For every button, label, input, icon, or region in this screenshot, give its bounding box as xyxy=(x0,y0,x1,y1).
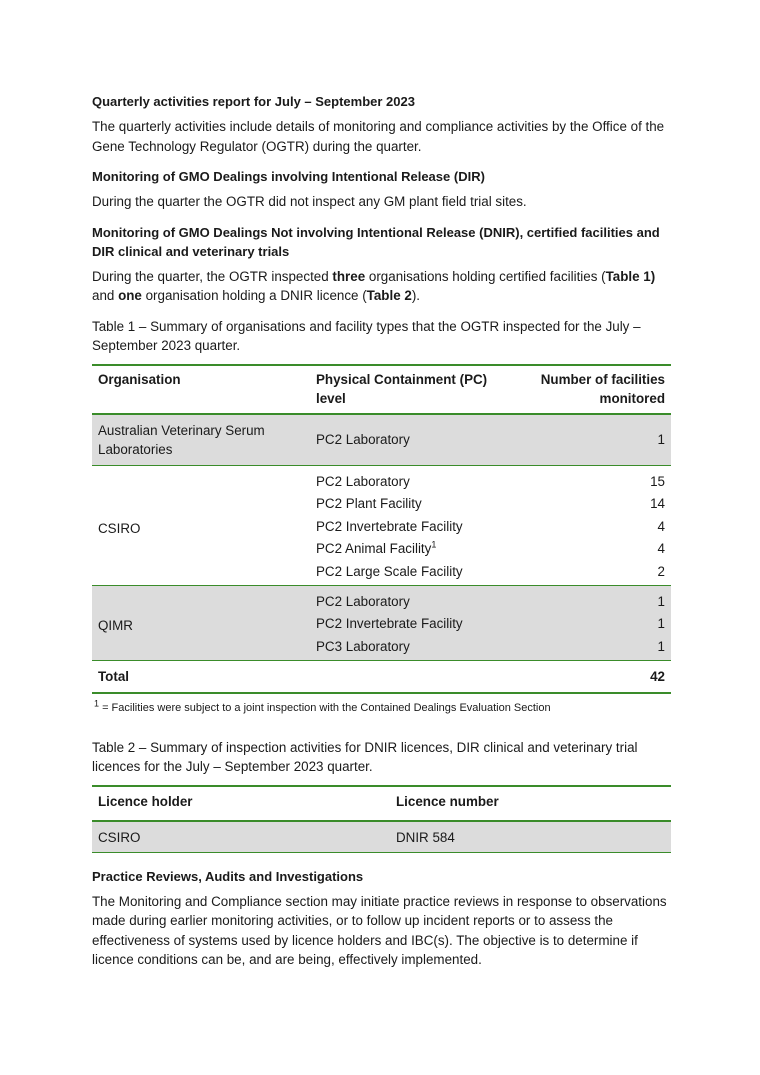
table-reference: Table 1) xyxy=(605,268,656,284)
count-cell: 4 xyxy=(657,518,665,534)
total-row xyxy=(92,660,671,693)
table-row xyxy=(92,465,671,491)
licence-holder-cell: CSIRO xyxy=(92,821,390,853)
header-licence-number: Licence number xyxy=(396,793,499,809)
pc-level-cell: PC2 Laboratory xyxy=(316,432,410,447)
pc-level-cell: PC2 Laboratory xyxy=(316,473,410,489)
text-emphasis: one xyxy=(118,288,142,303)
heading-practice-reviews: Practice Reviews, Audits and Investigations xyxy=(92,868,364,884)
count-cell: 1 xyxy=(657,638,665,654)
table-row xyxy=(92,414,671,466)
header-organisation: Organisation xyxy=(98,371,181,387)
count-cell: 14 xyxy=(650,496,665,511)
text-segment: organisation holding a DNIR licence ( xyxy=(141,288,367,303)
header-licence-holder: Licence holder xyxy=(98,793,193,809)
count-cell: 1 xyxy=(657,432,665,447)
pc-level-cell: PC3 Laboratory xyxy=(316,638,410,654)
organisation-cell: CSIRO xyxy=(98,520,141,536)
pc-level-cell: PC2 Plant Facility xyxy=(316,496,422,511)
text-segment: ). xyxy=(411,288,421,303)
header-pc-level: Physical Containment (PC) level xyxy=(316,371,488,406)
footnote-text: = Facilities were subject to a joint inspection with the Contained Dealings Evaluation Section xyxy=(99,701,551,714)
paragraph-quarterly-intro: The quarterly activities include details of monitoring and compliance activities by the Office of the Gene Technology Regulator (OGTR) during the quarter. xyxy=(92,119,665,154)
text-segment: During the quarter, the OGTR inspected xyxy=(92,268,333,284)
table1-group-qimr xyxy=(92,585,671,660)
pc-level-cell xyxy=(310,536,522,559)
organisation-cell: Australian Veterinary Serum Laboratories xyxy=(98,422,265,457)
pc-level-cell: PC2 Large Scale Facility xyxy=(316,563,463,579)
paragraph-dir-monitoring: During the quarter the OGTR did not inspect any GM plant field trial sites. xyxy=(92,194,527,209)
header-facility-count: Number of facilities monitored xyxy=(540,371,665,406)
pc-level-cell: PC2 Invertebrate Facility xyxy=(316,518,463,534)
text-emphasis: three xyxy=(332,268,366,284)
count-cell: 4 xyxy=(657,541,665,556)
table-row xyxy=(92,585,671,611)
table-reference: Table 2 xyxy=(366,288,412,303)
document-page xyxy=(92,92,670,981)
table1-total xyxy=(92,660,671,693)
heading-dir-monitoring: Monitoring of GMO Dealings involving Intentional Release (DIR) xyxy=(92,169,485,184)
text-segment: and xyxy=(92,288,119,303)
total-label: Total xyxy=(92,660,310,693)
table1-group-csiro xyxy=(92,465,671,585)
table1-header-row xyxy=(92,365,671,414)
table2-caption: Table 2 – Summary of inspection activities for DNIR licences, DIR clinical and veterinary trial licences for the July – September 2023 quarter. xyxy=(92,739,638,774)
organisation-cell: QIMR xyxy=(98,618,133,633)
heading-quarterly-report: Quarterly activities report for July – September 2023 xyxy=(92,94,415,109)
count-cell: 1 xyxy=(657,593,665,609)
paragraph-practice-reviews: The Monitoring and Compliance section may initiate practice reviews in response to observations made during earlier monitoring activities, or to follow up incident reports or to assess the effectiveness of systems used by licence holders and IBC(s). The objective is to determine if licence conditions can be, and are being, effectively implemented. xyxy=(92,893,667,967)
pc-level-text: PC2 Animal Facility xyxy=(316,541,432,556)
licence-number-cell: DNIR 584 xyxy=(390,821,671,853)
table-facilities xyxy=(92,364,671,694)
table-row xyxy=(92,821,671,853)
count-cell: 1 xyxy=(657,616,665,631)
paragraph-dnir-monitoring xyxy=(92,267,670,306)
footnote-marker: 1 xyxy=(94,697,100,708)
total-value: 42 xyxy=(522,660,671,693)
text-segment: organisations holding certified facilities ( xyxy=(365,268,606,284)
count-cell: 2 xyxy=(657,563,665,579)
pc-level-cell: PC2 Laboratory xyxy=(316,593,410,609)
table1-group-avsl xyxy=(92,414,671,466)
table1-caption: Table 1 – Summary of organisations and facility types that the OGTR inspected for the July – September 2023 quarter. xyxy=(92,318,641,353)
heading-dnir-monitoring: Monitoring of GMO Dealings Not involving Intentional Release (DNIR), certified facilities and DIR clinical and veterinary trials xyxy=(92,224,660,259)
table1-footnote xyxy=(94,697,670,716)
footnote-marker: 1 xyxy=(431,539,437,550)
total-spacer xyxy=(310,660,522,693)
pc-level-cell: PC2 Invertebrate Facility xyxy=(316,616,463,631)
table2-header-row xyxy=(92,786,671,821)
count-cell: 15 xyxy=(650,473,665,489)
table-licences xyxy=(92,785,671,853)
